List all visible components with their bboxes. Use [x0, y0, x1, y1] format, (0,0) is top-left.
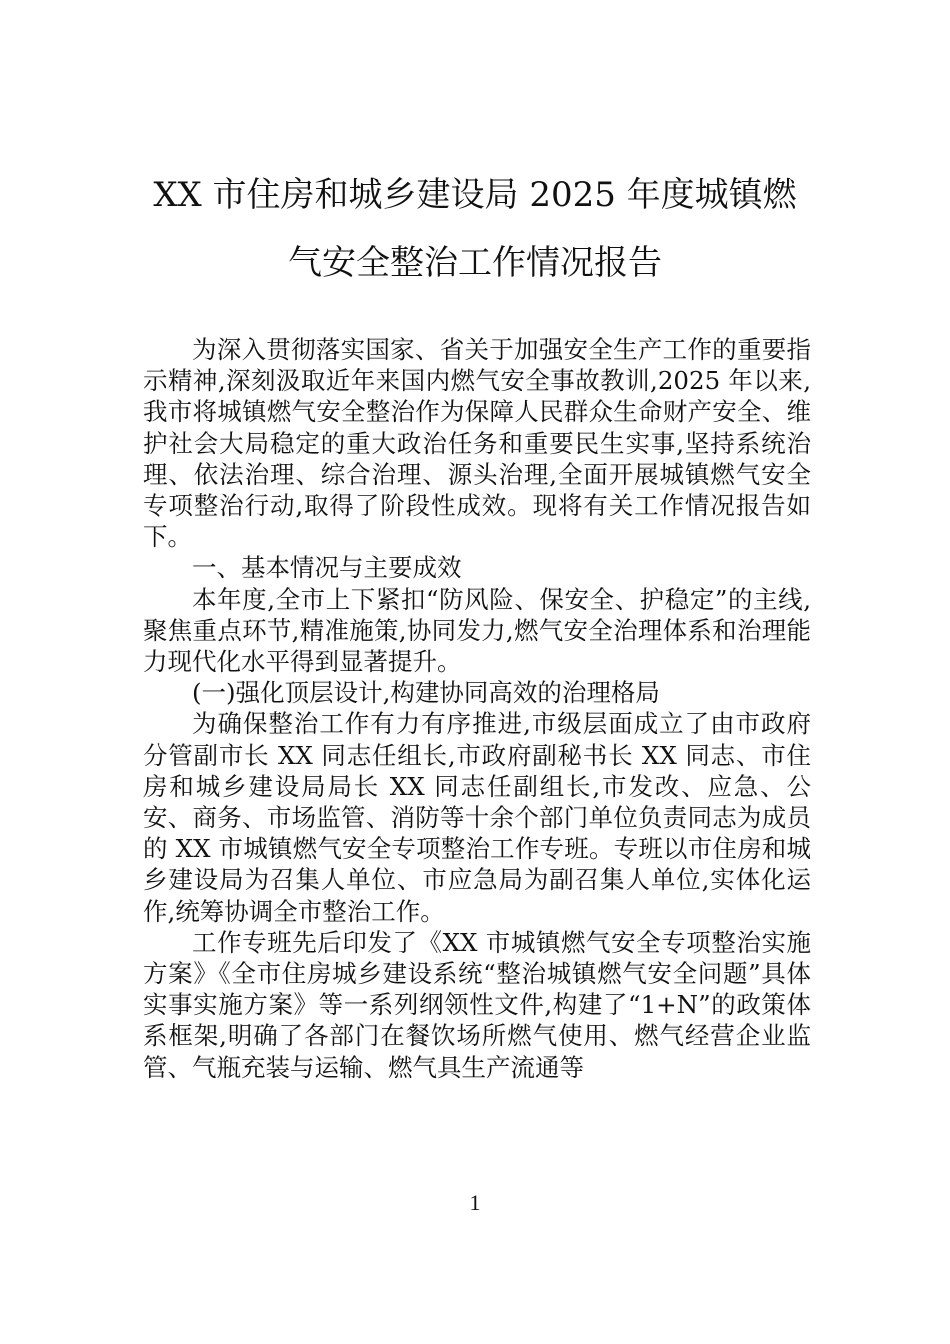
document-title-line-2: 气安全整治工作情况报告 — [288, 243, 662, 283]
subsection-heading-1: (一)强化顶层设计,构建协同高效的治理格局 — [192, 678, 660, 708]
section-1-paragraph: 本年度,全市上下紧扣“防风险、保安全、护稳定”的主线,聚焦重点环节,精准施策,协同发力,燃气安全治理体系和治理能力现代化水平得到显著提升。 — [143, 584, 811, 677]
section-heading-1: 一、基本情况与主要成效 — [192, 553, 462, 583]
document-title-line-1: XX 市住房和城乡建设局 2025 年度城镇燃 — [153, 175, 797, 215]
subsection-1-paragraph-1: 为确保整治工作有力有序推进,市级层面成立了由市政府分管副市长 XX 同志任组长,市政府副秘书长 XX 同志、市住房和城乡建设局局长 XX 同志任副组长,市发改、应急、公安、商务、市场监管、消防等十余个部门单位负责同志为成员的 XX 市城镇燃气安全专项整治工作专班。专班以市住房和城乡建设局为召集人单位、市应急局为副召集人单位,实体化运作,统筹协调全市整治工作。 — [143, 709, 811, 926]
subsection-1-paragraph-2: 工作专班先后印发了《XX 市城镇燃气安全专项整治实施方案》《全市住房城乡建设系统“整治城镇燃气安全问题”具体实事实施方案》等一系列纲领性文件,构建了“1+N”的政策体系框架,明确了各部门在餐饮场所燃气使用、燃气经营企业监管、气瓶充装与运输、燃气具生产流通等 — [143, 927, 811, 1082]
document-body — [143, 334, 811, 1083]
intro-paragraph: 为深入贯彻落实国家、省关于加强安全生产工作的重要指示精神,深刻汲取近年来国内燃气安全事故教训,2025 年以来,我市将城镇燃气安全整治作为保障人民群众生命财产安全、维护社会大局稳定的重大政治任务和重要民生实事,坚持系统治理、依法治理、综合治理、源头治理,全面开展城镇燃气安全专项整治行动,取得了阶段性成效。现将有关工作情况报告如下。 — [143, 335, 811, 552]
page-number: 1 — [469, 1190, 481, 1215]
